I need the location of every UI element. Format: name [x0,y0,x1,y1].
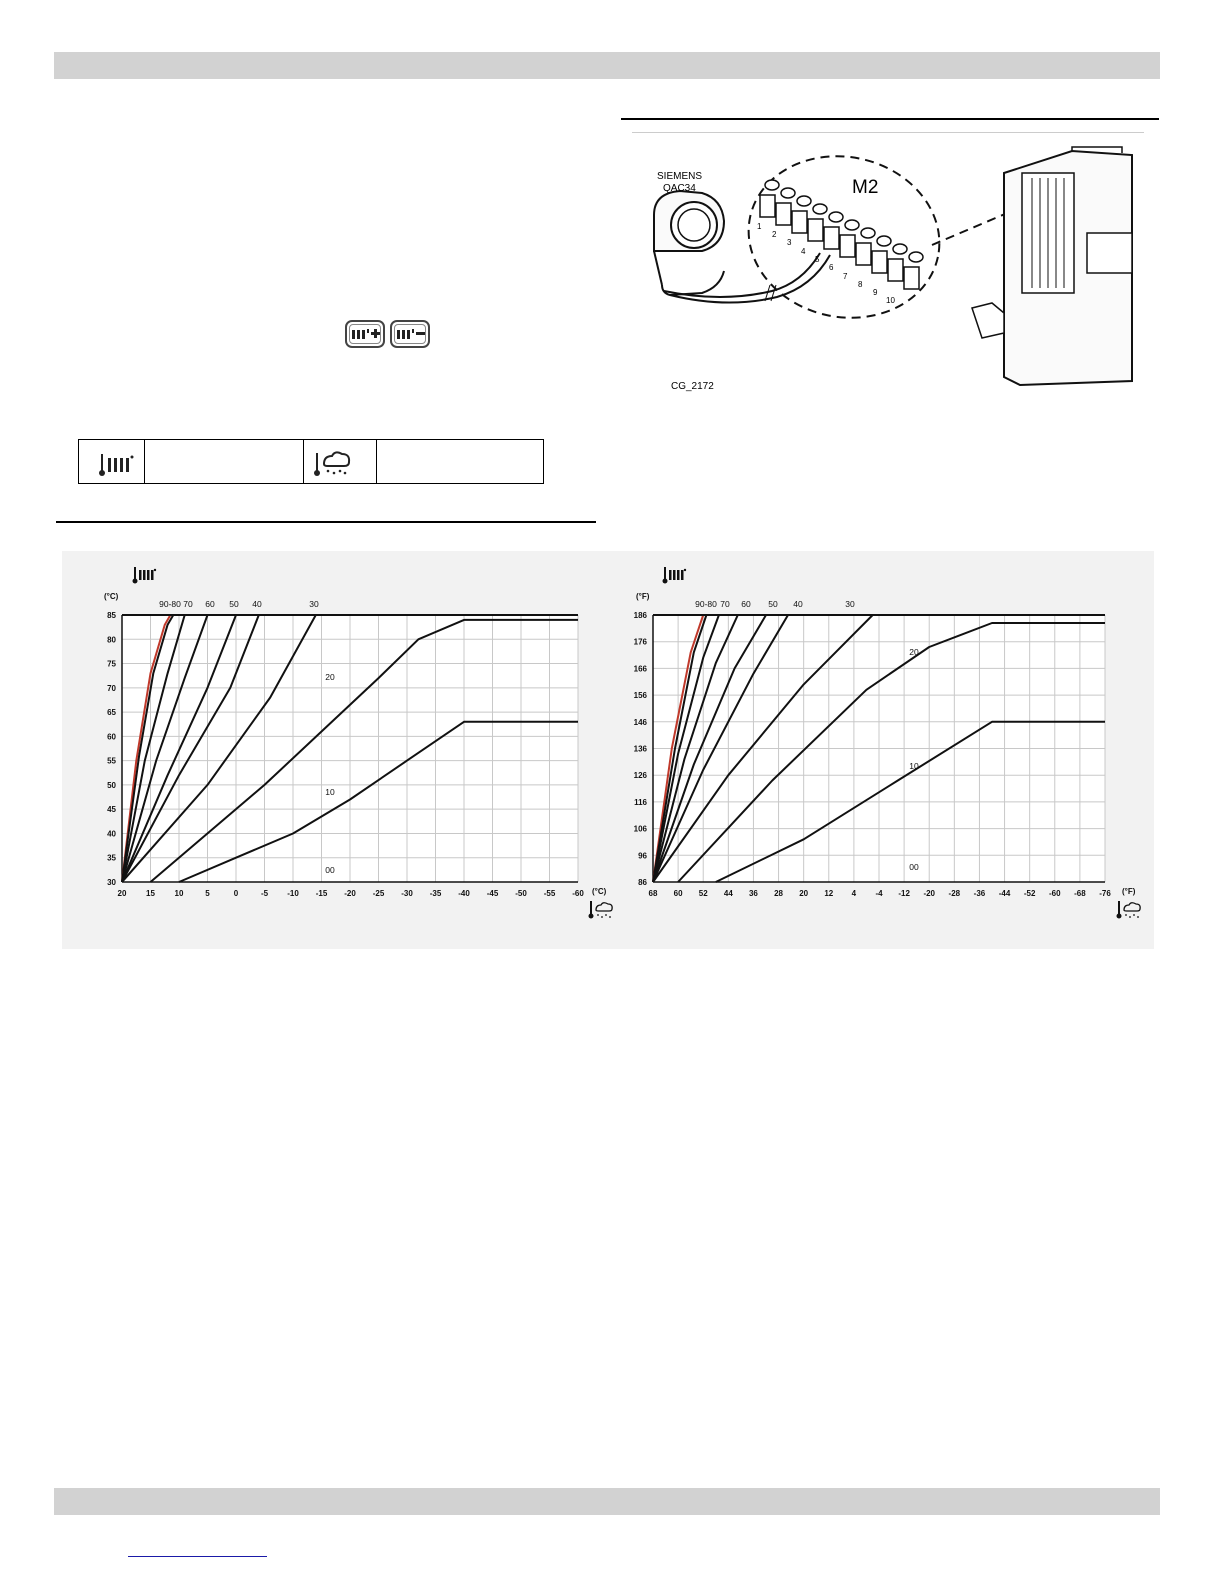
x-tick-label: -36 [973,889,986,898]
y-tick-label: 65 [107,708,116,718]
thermometer-radiator-icon [663,567,687,584]
x-tick-label: 52 [698,889,708,898]
y-tick-label: 80 [107,635,116,645]
x-tick-label: -35 [429,889,442,898]
section-rule-wiring [621,118,1159,120]
x-tick-label: -30 [401,889,413,898]
heating-curve-chart-celsius [62,551,622,949]
curve-label: 50 [768,599,778,609]
y-tick-label: 40 [107,829,116,839]
y-tick-label: 50 [107,780,116,790]
y-tick-label: 186 [633,611,647,620]
y-tick-label: 126 [633,771,647,781]
terminal-number: 9 [873,288,878,297]
x-tick-label: 5 [205,889,210,898]
y-tick-label: 60 [107,732,116,742]
heating-curve-chart-fahrenheit [622,551,1154,949]
x-tick-label: -44 [998,889,1011,898]
wiring-diagram [632,132,1144,405]
y-tick-label: 86 [638,878,647,887]
curve-label: 00 [909,862,919,872]
curve-label: 50 [229,599,239,609]
radiator-minus-button-icon [390,320,430,348]
x-tick-label: -4 [875,889,883,898]
x-tick-label: -28 [948,889,961,898]
x-tick-label: 44 [723,889,733,898]
thermometer-weather-icon [1117,901,1141,919]
header-bar [54,52,1160,79]
radiator-plus-button-icon [345,320,385,348]
y-tick-label: 166 [633,664,647,674]
curve-label: 30 [845,599,855,609]
x-tick-label: -40 [458,889,470,898]
x-tick-label: -60 [572,889,584,898]
curve-label: 30 [309,599,319,609]
curve-label: 40 [252,599,262,609]
curve-label: 40 [793,599,803,609]
y-unit-label: (°C) [104,592,119,601]
symbol-value-flow [145,440,304,483]
terminal-number: 5 [815,255,820,264]
terminal-number: 8 [858,280,863,289]
x-tick-label: -68 [1074,889,1086,898]
x-tick-label: 60 [673,889,683,898]
thermometer-weather-icon [589,901,613,919]
curve-label: 60 [741,599,751,609]
x-tick-label: 20 [799,889,809,898]
y-tick-label: 35 [107,853,116,863]
x-unit-label: (°C) [592,887,607,896]
footer-link-underline [128,1556,267,1557]
curve-label: 60 [205,599,215,609]
curve-label: 90-80 [159,599,181,609]
sensor-brand: SIEMENS [657,171,703,182]
x-tick-label: -25 [372,889,385,898]
symbol-value-outdoor [377,440,543,483]
x-tick-label: -76 [1099,889,1111,898]
terminal-number: 10 [886,296,895,305]
y-tick-label: 106 [633,824,647,834]
y-tick-label: 75 [107,659,116,669]
x-tick-label: -5 [260,889,269,898]
x-tick-label: 4 [851,889,857,898]
thermometer-weather-icon [304,440,377,483]
x-tick-label: 28 [774,889,784,898]
x-tick-label: -45 [486,889,499,898]
y-tick-label: 55 [107,756,116,766]
curve-label: 00 [325,865,335,875]
x-tick-label: 20 [117,889,127,898]
y-tick-label: 85 [107,611,116,620]
x-tick-label: 0 [233,889,239,898]
figure-code: CG_2172 [671,381,714,392]
x-tick-label: 15 [146,889,155,898]
y-tick-label: 146 [633,717,647,727]
x-tick-label: 12 [824,889,834,898]
symbol-table [78,439,544,484]
curve-label: 70 [720,599,730,609]
footer-bar [54,1488,1160,1515]
y-unit-label: (°F) [636,592,650,601]
x-tick-label: 36 [748,889,758,898]
terminal-block-label: M2 [852,177,879,198]
y-tick-label: 30 [107,878,116,887]
symbol-cell-flow [79,440,145,483]
curve-label: 70 [183,599,193,609]
x-tick-label: -20 [344,889,356,898]
curve-label: 10 [325,787,335,797]
terminal-number: 6 [829,263,834,272]
x-unit-label: (°F) [1122,887,1136,896]
x-tick-label: 68 [648,889,658,898]
terminal-number: 1 [757,222,762,231]
sensor-model: QAC34 [663,183,696,194]
x-tick-label: -20 [923,889,936,898]
x-tick-label: -10 [287,889,299,898]
x-tick-label: 10 [174,889,184,898]
y-tick-label: 45 [107,805,116,815]
y-tick-label: 116 [634,797,647,807]
terminal-number: 2 [772,230,777,239]
symbol-cell-outdoor [304,440,377,483]
x-tick-label: -12 [898,889,910,898]
y-tick-label: 176 [633,637,647,647]
curve-label: 90-80 [695,599,717,609]
thermometer-radiator-icon [133,567,157,584]
y-tick-label: 136 [633,744,647,754]
y-tick-label: 156 [633,691,647,701]
x-tick-label: -60 [1048,889,1061,898]
y-tick-label: 96 [638,851,647,861]
x-tick-label: -50 [515,889,527,898]
y-tick-label: 70 [107,683,116,693]
curve-label: 10 [909,761,919,771]
x-tick-label: -15 [315,889,328,898]
terminal-number: 4 [801,247,806,256]
thermometer-radiator-icon [79,440,145,483]
x-tick-label: -55 [543,889,556,898]
curve-label: 20 [325,672,335,682]
terminal-number: 7 [843,272,848,281]
curve-label: 20 [909,647,919,657]
section-rule-curves [56,521,596,523]
x-tick-label: -52 [1023,889,1036,898]
terminal-number: 3 [787,238,792,247]
